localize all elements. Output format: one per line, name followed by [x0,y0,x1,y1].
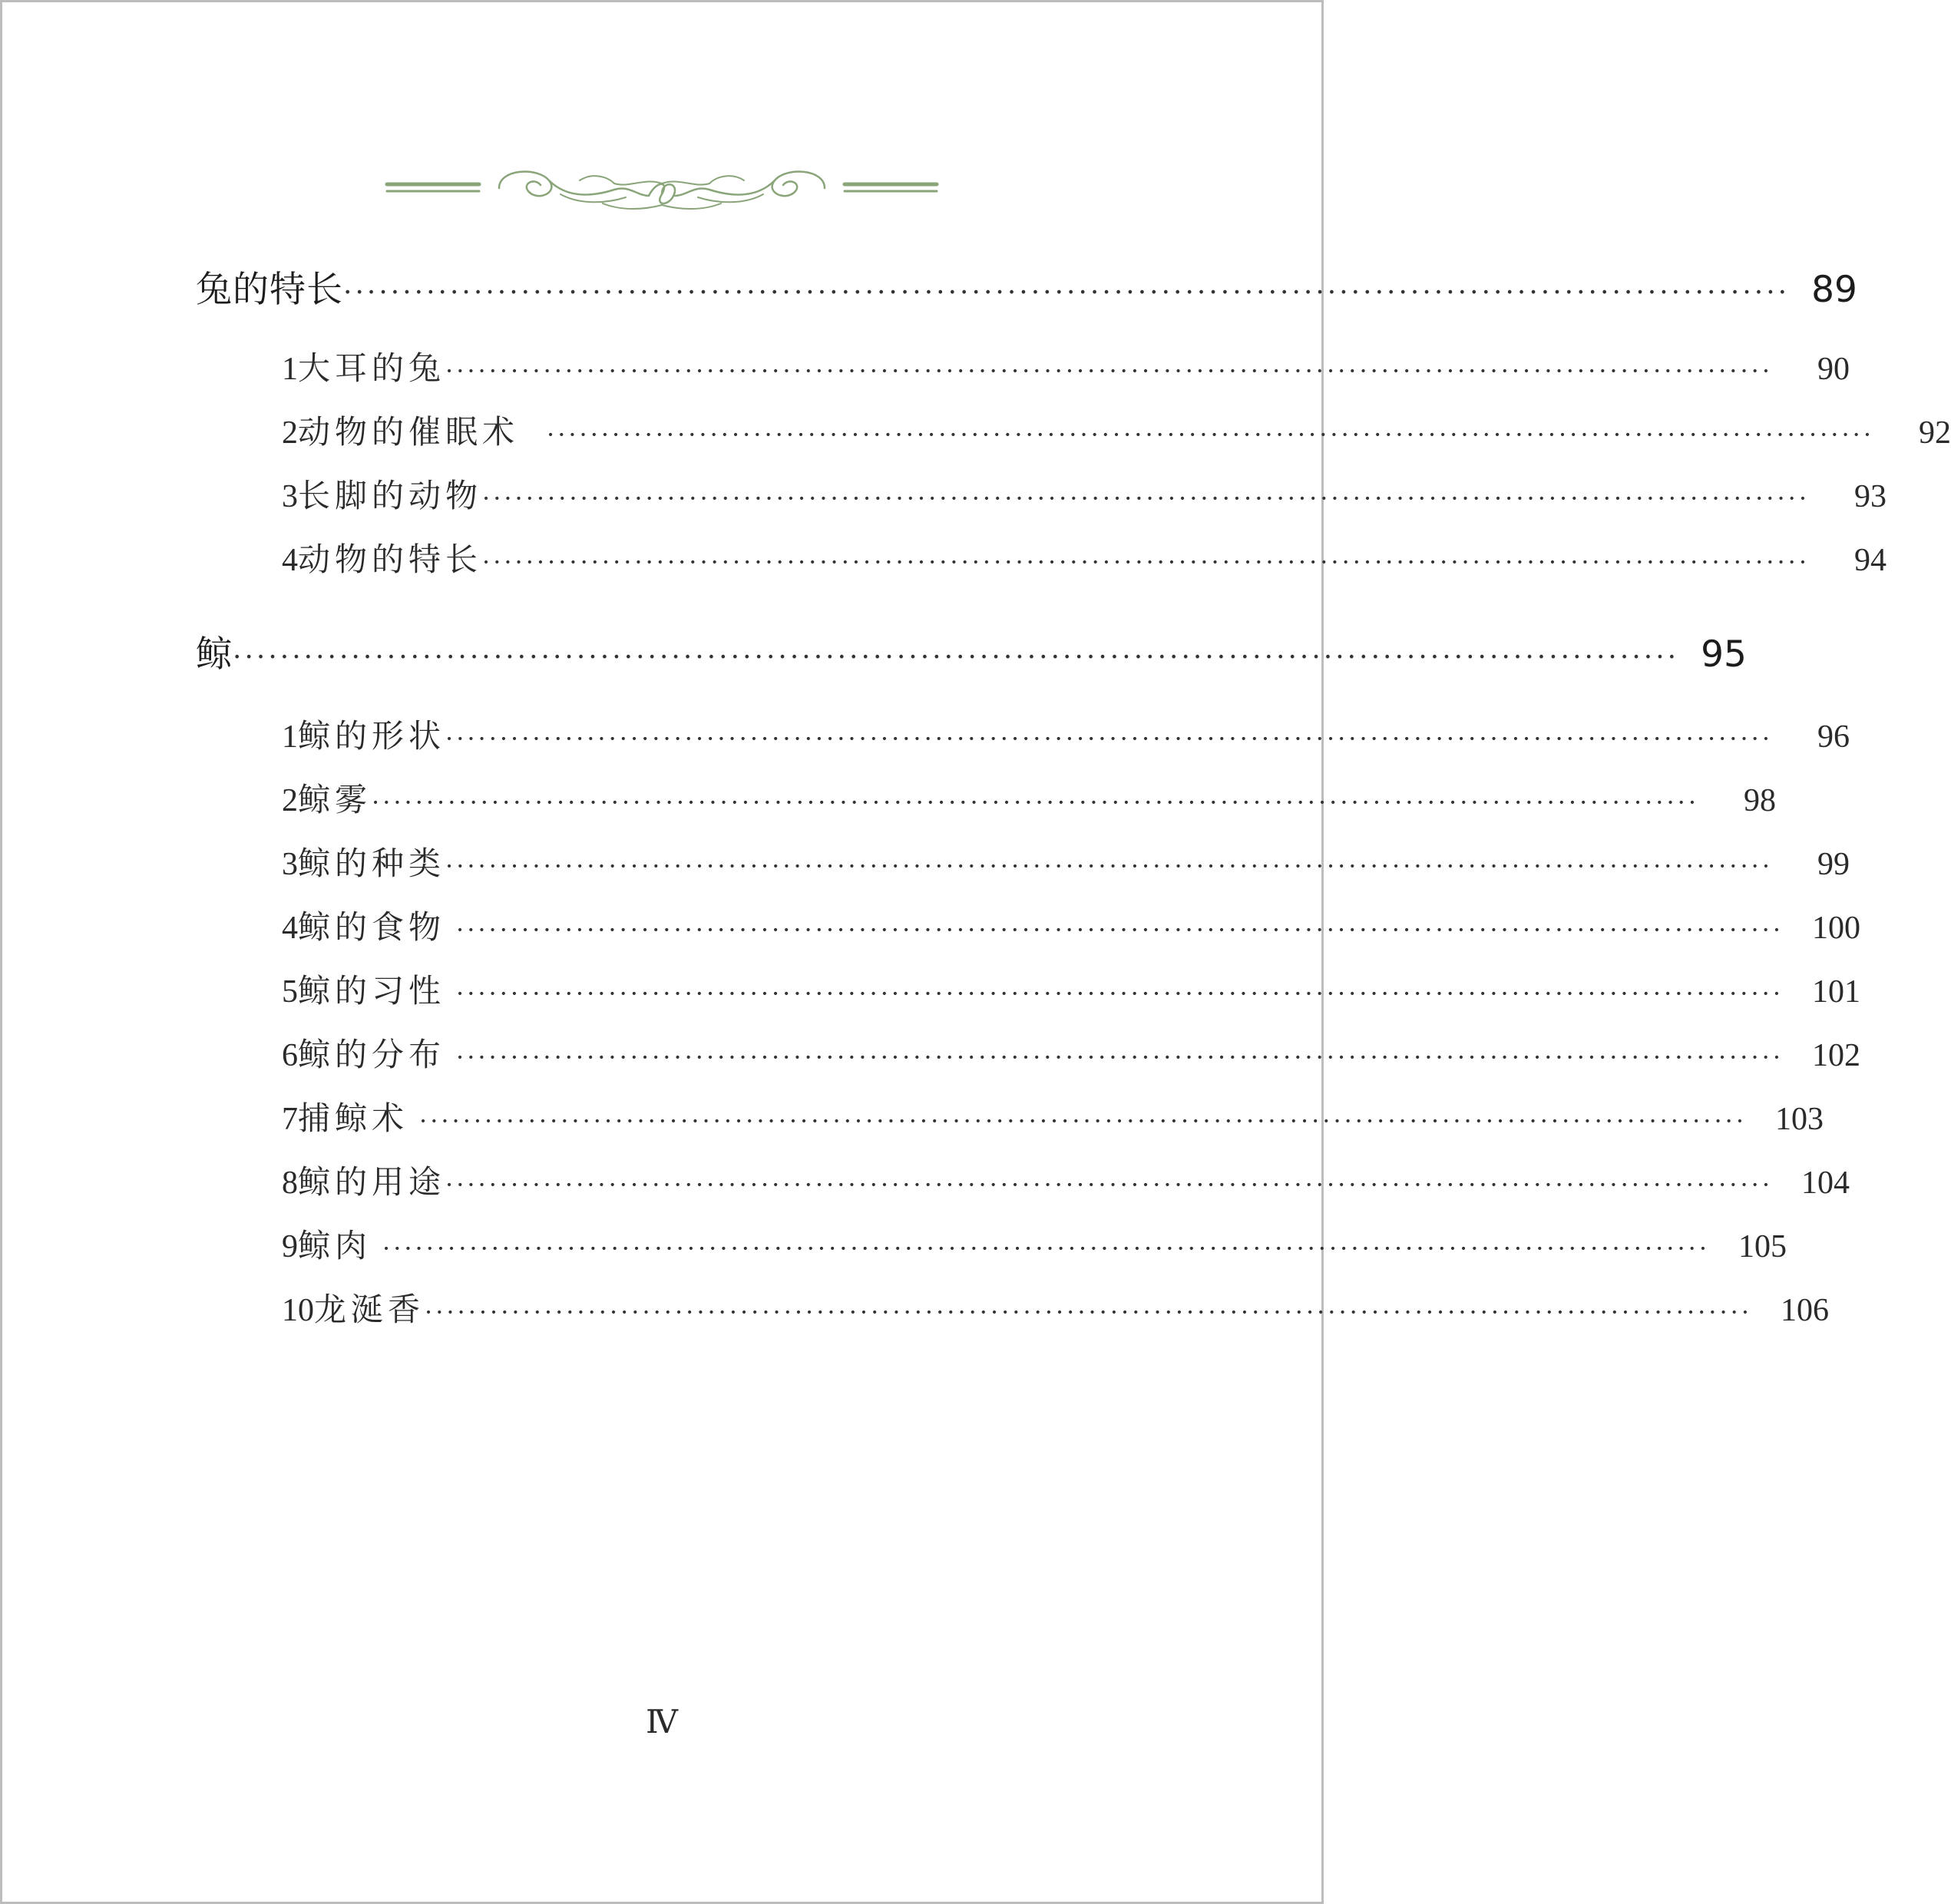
entry-number: 3 [282,479,298,514]
entry-number: 5 [282,974,298,1010]
entry-page-number: 105 [1738,1229,1787,1264]
entry-page-number: 104 [1801,1165,1850,1201]
toc-entry[interactable] [282,1284,1829,1330]
entry-page-number: 101 [1811,974,1860,1010]
toc-entry[interactable] [282,902,1860,948]
toc-section[interactable] [196,261,1857,312]
dot-leader: ·························································································································· [425,1297,1752,1327]
flourish-divider-icon [384,157,940,219]
entry-title: 鲸肉 [298,1227,372,1264]
dot-leader: ·························································································································· [445,356,1773,385]
entry-page-number: 92 [1918,415,1951,451]
entry-title: 鲸雾 [298,781,372,818]
entry-title: 动物的特长 [298,540,483,578]
toc-entry[interactable] [282,711,1850,757]
toc-entry[interactable] [282,966,1860,1012]
dot-leader: ·························································································································· [382,1234,1710,1263]
toc-entry[interactable] [282,407,1951,453]
entry-page-number: 94 [1853,543,1887,578]
toc-entry[interactable] [282,775,1776,821]
entry-page-number: 103 [1774,1102,1824,1137]
dot-leader: ·························································································································· [343,277,1791,309]
toc-entry[interactable] [282,1221,1787,1267]
dot-leader: ·························································································································· [456,1043,1784,1072]
section-title: 兔的特长 [196,269,343,311]
entry-number: 7 [282,1102,298,1137]
toc-entry[interactable] [282,471,1887,517]
toc-section[interactable] [196,626,1747,677]
toc-entry[interactable] [282,1030,1860,1076]
toc-entry[interactable] [282,838,1850,884]
dot-leader: ·························································································································· [419,1106,1747,1135]
entry-number: 4 [282,543,298,578]
entry-number: 3 [282,847,298,882]
entry-page-number: 96 [1817,719,1850,755]
dot-leader: ·························································································································· [456,915,1784,944]
entry-number: 4 [282,911,298,946]
entry-number: 8 [282,1165,298,1201]
toc-entry[interactable] [282,343,1850,389]
dot-leader: ·························································································································· [547,420,1874,449]
entry-title: 鲸的用途 [298,1163,446,1201]
dot-leader: ·························································································································· [445,1170,1773,1199]
entry-number: 6 [282,1038,298,1073]
toc-entry[interactable] [282,1157,1850,1203]
toc-entry[interactable] [282,1093,1824,1139]
entry-page-number: 90 [1817,352,1850,387]
entry-page-number: 93 [1853,479,1887,514]
entry-page-number: 100 [1811,911,1860,946]
dot-leader: ·························································································································· [482,547,1810,577]
dot-leader: ·························································································································· [372,788,1699,817]
entry-number: 9 [282,1229,298,1264]
entry-page-number: 106 [1780,1293,1829,1328]
entry-title: 捕鲸术 [298,1099,409,1137]
entry-page-number: 99 [1817,847,1850,882]
toc-entry[interactable] [282,534,1887,580]
entry-number: 2 [282,415,298,451]
entry-number: 1 [282,719,298,755]
dot-leader: ·························································································································· [445,724,1773,753]
entry-title: 鲸的食物 [298,908,446,946]
entry-title: 鲸的形状 [298,717,446,755]
entry-page-number: 102 [1811,1038,1860,1073]
entry-title: 鲸的分布 [298,1036,446,1073]
entry-page-number: 98 [1743,783,1776,818]
entry-title: 长脚的动物 [298,477,483,514]
entry-title: 龙涎香 [314,1291,425,1328]
dot-leader: ·························································································································· [233,642,1680,673]
entry-title: 鲸的习性 [298,972,446,1010]
dot-leader: ·························································································································· [445,851,1773,881]
entry-title: 鲸的种类 [298,845,446,882]
dot-leader: ·························································································································· [482,484,1810,513]
entry-title: 动物的催眠术 [298,413,520,451]
section-page-number: 95 [1701,633,1747,676]
entry-number: 10 [282,1293,314,1328]
page-folio: Ⅳ [646,1705,678,1740]
section-page-number: 89 [1811,269,1857,311]
section-title: 鲸 [196,633,233,676]
entry-number: 2 [282,783,298,818]
dot-leader: ·························································································································· [456,979,1784,1008]
entry-number: 1 [282,352,298,387]
entry-title: 大耳的兔 [298,349,446,387]
